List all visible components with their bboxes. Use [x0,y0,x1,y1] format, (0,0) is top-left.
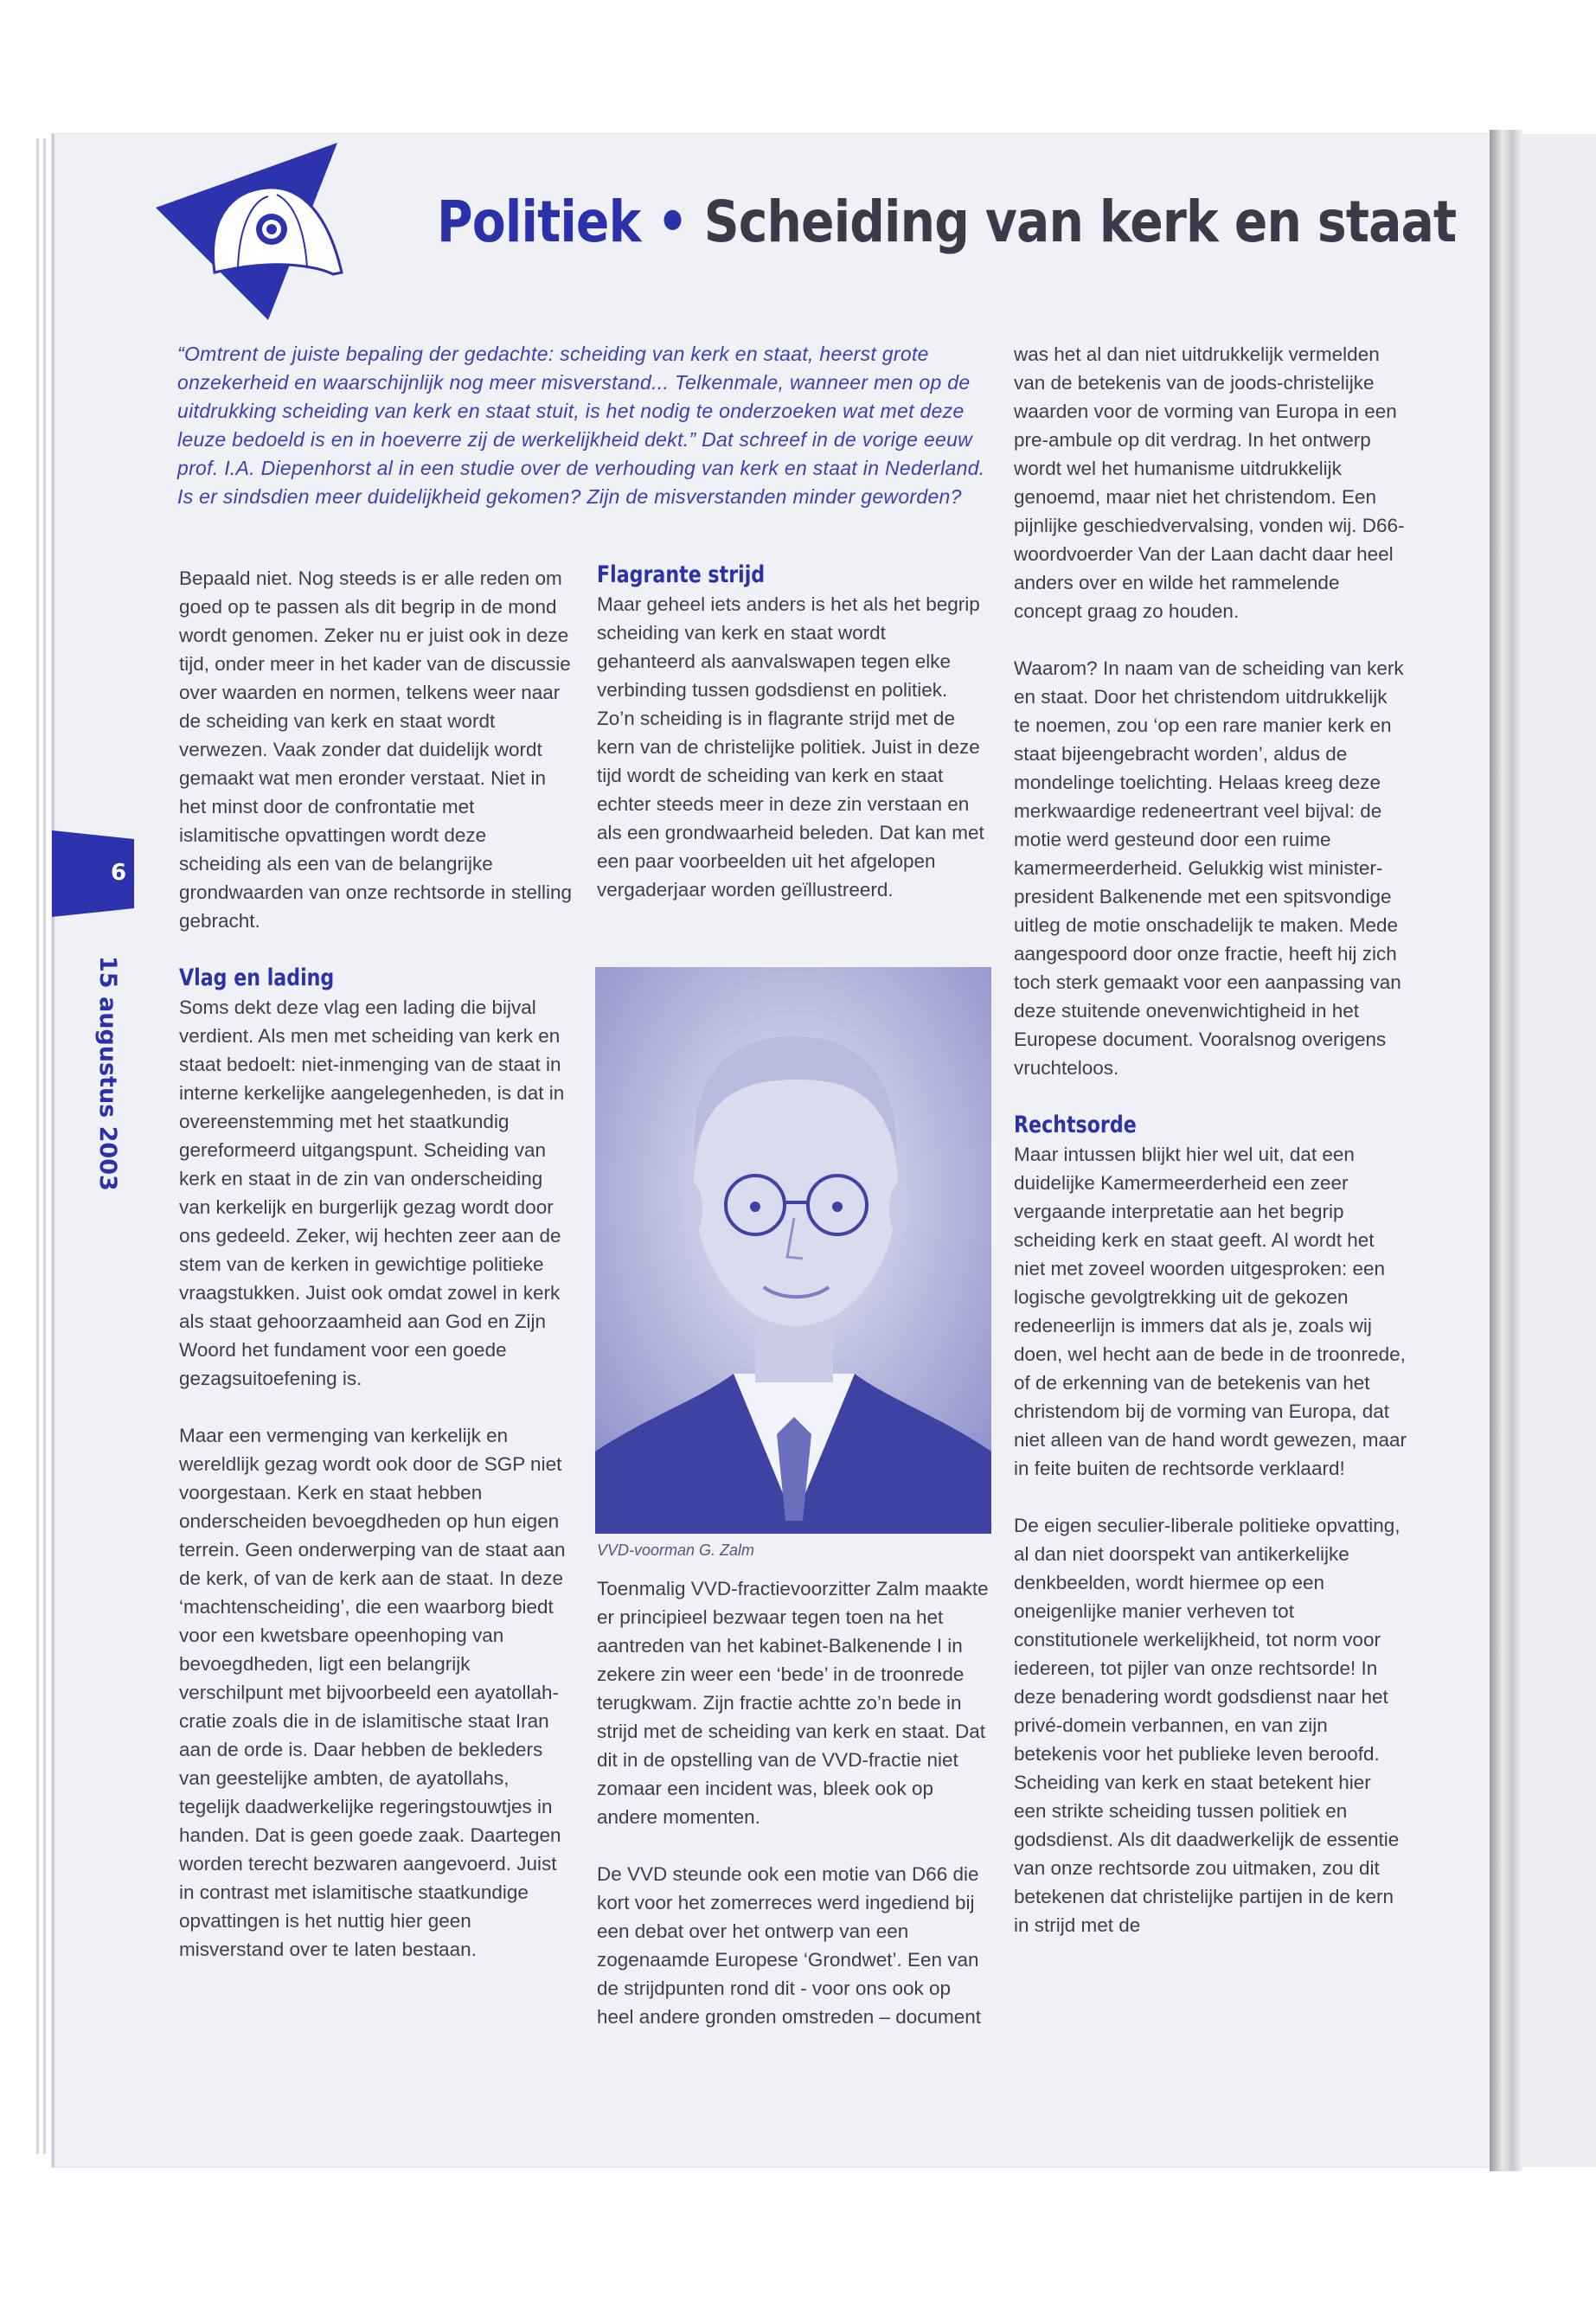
title-separator: • [657,189,688,255]
page-stack-edge [36,138,39,2154]
subheading-vlag-en-lading: Vlag en lading [179,965,335,991]
column-2-bottom [597,1574,990,2031]
paragraph: Bepaald niet. Nog steeds is er alle reden om goed op te passen als dit begrip in de mond wordt genomen. Zeker nu er juist ook in deze tijd, onder meer in het kader van de discussie over waarden en normen, telkens weer naar de scheiding van kerk en staat wordt verwezen. Vaak zonder dat duidelijk wordt gemaakt wat men eronder verstaat. Niet in het minst door de confrontatie met islamitische opvattingen wordt deze scheiding als een van de belangrijke grondwaarden van onze rechtsorde in stelling gebracht. [179,567,573,932]
paragraph: Waarom? In naam van de scheiding van kerk en staat. Door het christendom uitdrukkelijk te noemen, zou ‘op een rare manier kerk en staat bijeengebracht worden’, aldus de mondelinge toelichting. Helaas kreeg deze merkwaardige redeneertrant veel bijval: de motie werd gesteund door een ruime kamermeerderheid. Gelukkig wist minister-president Balkenende met een spitsvondige uitleg de motie onschadelijk te maken. Mede aangespoord door onze fractie, heeft hij zich toch sterk gemaakt voor een aanpassing van deze stuitende onevenwichtigheid in het Europese document. Vooralsnog overigens vruchteloos. [1014,657,1404,1079]
page-title [437,189,1456,255]
paragraph: Toenmalig VVD-fractievoorzitter Zalm maakte er principieel bezwaar tegen toen na het aantreden van het kabinet-Balkenende I in zekere zin weer een ‘bede’ in de troonrede terugkwam. Zijn fractie achtte zo’n bede in strijd met de scheiding van kerk en staat. Dat dit in de opstelling van de VVD-fractie niet zomaar een incident was, bleek ook op andere momenten. [597,1578,989,1828]
paragraph: De eigen seculier-liberale politieke opvatting, al dan niet doorspekt van antikerkelijke denkbeelden, wordt hiermee op een oneigenlijke manier verheven tot constitutionele werkelijkheid, tot norm voor iedereen, tot pijler van onze rechtsorde! In deze benadering wordt godsdienst naar het privé-domein verbannen, en van zijn betekenis voor het publieke leven beroofd. Scheiding van kerk en staat betekent hier een strikte scheiding tussen politiek en godsdienst. Als dit daadwerkelijk de essentie van onze rechtsorde zou uitmaken, zou dit betekenen dat christelijke partijen in de kern in strijd met de [1014,1515,1401,1936]
paragraph: Maar geheel iets anders is het als het begrip scheiding van kerk en staat wordt gehanteerd als aanvalswapen tegen elke verbinding tussen godsdienst en politiek. Zo’n scheiding is in flagrante strijd met de kern van de christelijke politiek. Juist in deze tijd wordt de scheiding van kerk en staat echter steeds meer in deze zin verstaan en als een grondwaarheid beleden. Dat kan met een paar voorbeelden uit het afgelopen vergaderjaar worden geïllustreerd. [597,593,984,901]
sgp-helmet-logo-icon [156,143,355,324]
subheading-flagrante-strijd: Flagrante strijd [597,561,766,588]
page-stack-edge [43,138,46,2154]
page-spine [1490,130,1522,2171]
issue-date: 15 augustus 2003 [94,956,121,1191]
paragraph: De VVD steunde ook een motie van D66 die kort voor het zomerreces werd ingediend bij een debat over het ontwerp van een zogenaamde Europese ‘Grondwet’. Een van de strijdpunten rond dit - voor ons ook op heel andere gronden omstreden – document [597,1863,982,2028]
column-3 [1014,340,1407,1939]
photo-caption: VVD-voorman G. Zalm [597,1541,755,1559]
next-page-edge [1522,134,1596,2167]
page-number: 6 [111,860,127,886]
paragraph: was het al dan niet uitdrukkelijk vermelden van de betekenis van de joods-christelijke waarden voor de vorming van Europa in een pre-ambule op dit verdrag. In het ontwerp wordt wel het humanisme uitdrukkelijk genoemd, maar niet het christendom. Een pijnlijke geschiedvervalsing, vonden wij. D66-woordvoerder Van der Laan dacht daar heel anders over en wilde het rammelende concept graag zo houden. [1014,343,1405,622]
paragraph: Maar een vermenging van kerkelijk en wereldlijk gezag wordt ook door de SGP niet voorgestaan. Kerk en staat hebben onderscheiden bevoegdheden op hun eigen terrein. Geen onderwerping van de staat aan de kerk, of van de kerk aan de staat. In deze ‘machtenscheiding’, die een waarborg biedt voor een kwetsbare opeenhoping van bevoegdheden, ligt een belangrijk verschilpunt met bijvoorbeeld een ayatollah-cratie zoals die in de islamitische staat Iran aan de orde is. Daar hebben de bekleders van geestelijke ambten, de ayatollahs, tegelijk daadwerkelijke regeringstouwtjes in handen. Dat is geen goede zaak. Daartegen worden terecht bezwaren aangevoerd. Juist in contrast met islamitische staatkundige opvattingen is het nuttig hier geen misverstand over te laten bestaan. [179,1425,566,1960]
portrait-photo [595,967,991,1534]
intro-quote: “Omtrent de juiste bepaling der gedachte: scheiding van kerk en staat, heerst grote onzekerheid en waarschijnlijk nog meer misverstand... Telkenmale, wanneer men op de uitdrukking scheiding van kerk en staat stuit, is het nodig te onderzoeken wat met deze leuze bedoeld is en in hoeverre zij de werkelijkheid dekt.” Dat schreef in de vorige eeuw prof. I.A. Diepenhorst al in een studie over de verhouding van kerk en staat in Nederland. Is er sindsdien meer duidelijkheid gekomen? Zijn de misverstanden minder geworden? [177,343,985,508]
article-title: Scheiding van kerk en staat [703,189,1457,255]
paragraph: Maar intussen blijkt hier wel uit, dat een duidelijke Kamermeerderheid een zeer vergaande interpretatie aan het begrip scheiding kerk en staat geeft. Al wordt het niet met zoveel woorden uitgesproken: een logische gevolgtrekking uit de gekozen redeneerlijn is immers dat als je, zoals wij doen, wel hecht aan de bede in de troonrede, of de erkenning van de betekenis van het christendom bij de vorming van Europa, dat niet alleen van de hand wordt gewezen, maar in feite buiten de rechtsorde verklaard! [1014,1144,1407,1479]
column-2-top [597,561,986,904]
column-1 [179,564,573,1964]
paragraph: Soms dekt deze vlag een lading die bijval verdient. Als men met scheiding van kerk en staat bedoelt: niet-inmenging van de staat in interne kerkelijke aangelegenheden, is dat in overeenstemming met het staatkundig gereformeerd uitgangspunt. Scheiding van kerk en staat in de zin van onderscheiding van kerkelijk en burgerlijk gezag wordt door ons gedeeld. Zeker, wij hechten zeer aan de stem van de kerken in gewichtige politieke vraagstukken. Juist ook omdat zowel in kerk als staat gehoorzaamheid aan God en Zijn Woord het fundament voor een goede gezagsuitoefening is. [179,997,565,1389]
section-name: Politiek [437,189,641,255]
subheading-rechtsorde: Rechtsorde [1014,1112,1137,1138]
